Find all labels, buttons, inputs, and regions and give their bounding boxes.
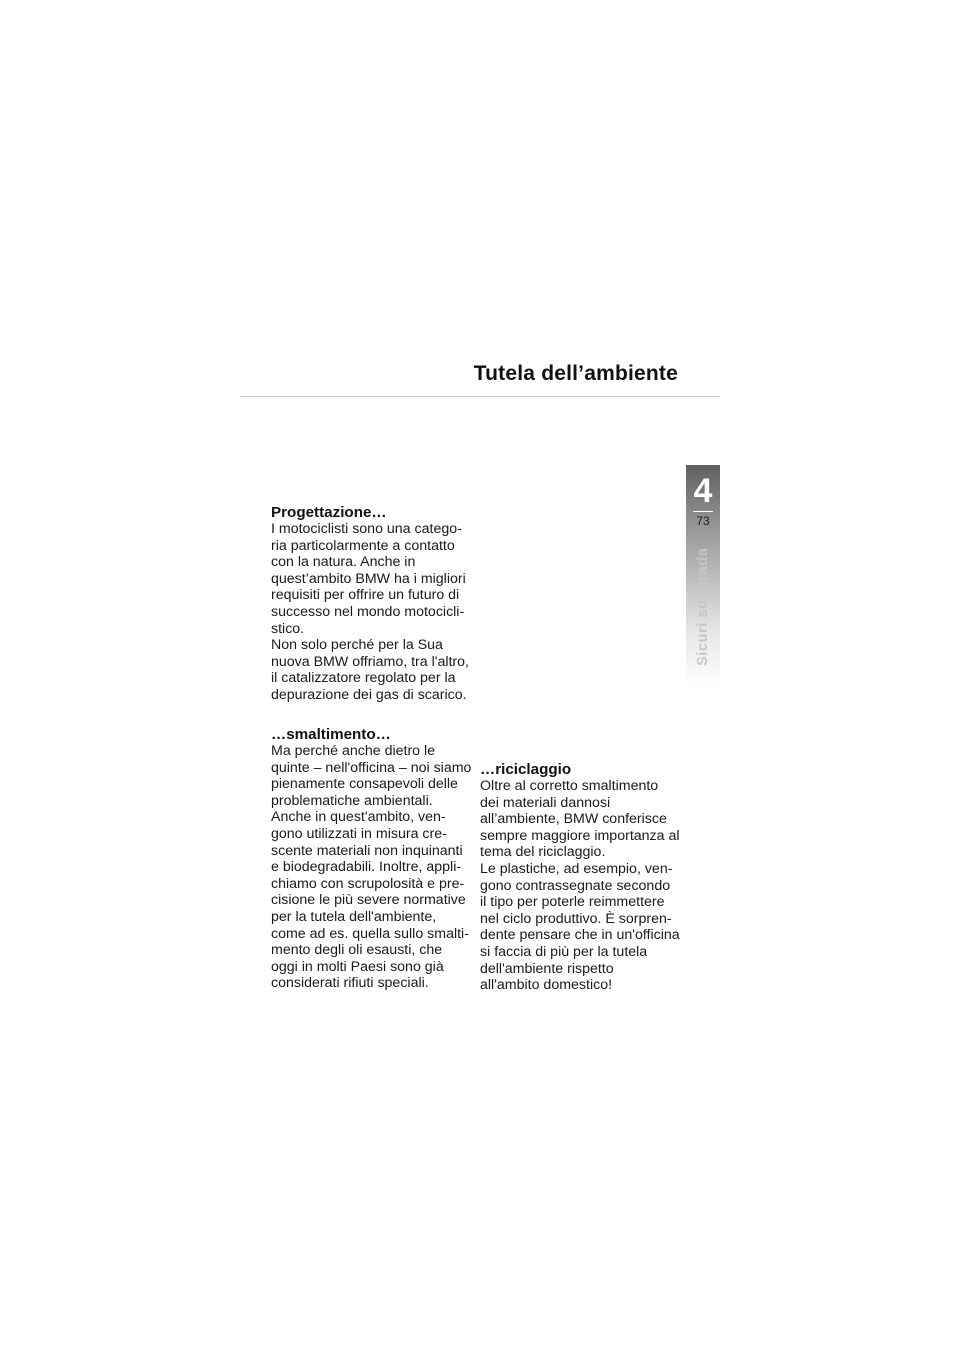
section-heading: …smaltimento… — [271, 726, 391, 743]
page-title: Tutela dell’ambiente — [473, 362, 678, 385]
section-heading: …riciclaggio — [480, 761, 572, 778]
section-riciclaggio — [480, 761, 692, 994]
section-progettazione — [271, 504, 481, 704]
title-divider — [240, 396, 720, 397]
section-body: I motociclisti sono una catego- ria particolarmente a contatto con la natura. Anche in quest’ambito BMW ha i migliori requisiti per offrire un futuro di successo nel mondo motocicli- stico. Non solo perché per la Sua nuova BMW offriamo, tra l'altro, il catalizzatore regolato per la depurazione dei gas di scarico. — [271, 521, 469, 703]
section-body: Ma perché anche dietro le quinte – nell'officina – noi siamo pienamente consapevoli delle problematiche ambientali. Anche in quest'ambito, ven- gono utilizzati in misura cre- scente materiali non inquinanti e biodegradabili. Inoltre, appli- chiamo con scrupolosità e pre- cisione le più severe normative per la tutela dell'ambiente, come ad es. quella sullo smalti- mento degli oli esausti, che oggi in molti Paesi sono già considerati rifiuti speciali. — [271, 743, 472, 992]
section-body: Oltre al corretto smaltimento dei materiali dannosi all’ambiente, BMW conferisce sempre maggiore importanza al tema del riciclaggio. Le plastiche, ad esempio, ven- gono contrassegnate secondo il tipo per poterle reimmettere nel ciclo produttivo. È sorpren- dente pensare che in un'officina si faccia di più per la tutela dell'ambiente rispetto all'ambito domestico! — [480, 778, 680, 994]
chapter-number: 4 — [693, 472, 713, 510]
page-number: 73 — [696, 514, 710, 528]
section-label: Sicuri su strada — [695, 547, 711, 666]
section-smaltimento — [271, 726, 481, 992]
chapter-divider — [693, 511, 713, 512]
section-heading: Progettazione… — [271, 504, 387, 521]
